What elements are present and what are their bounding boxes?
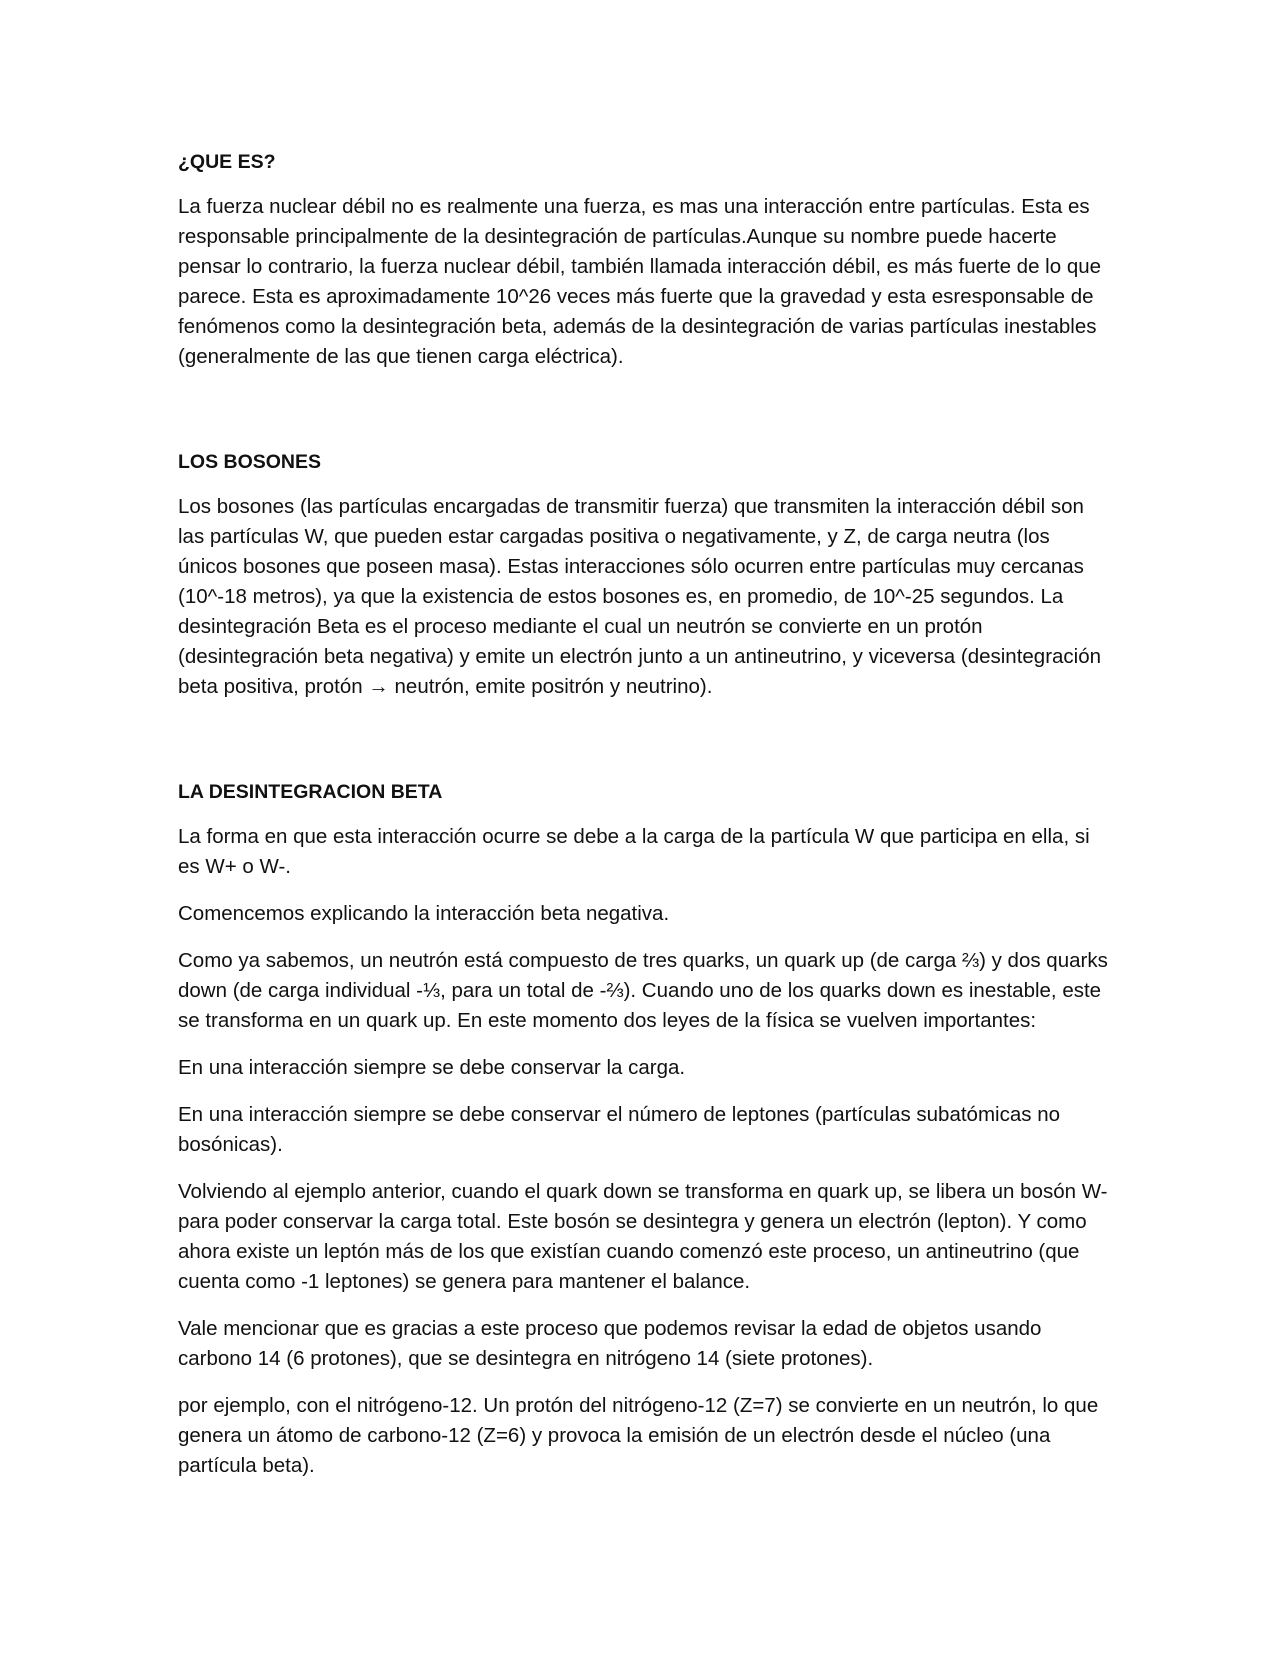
paragraph: La forma en que esta interacción ocurre se debe a la carga de la partícula W que participa en ella, si es W+ o W-. [178, 825, 1090, 878]
paragraph: Los bosones (las partículas encargadas de transmitir fuerza) que transmiten la interacción débil son las partículas W, que pueden estar cargadas positiva o negativamente, y Z, de carga neutra (los únicos bosones que poseen masa). Estas interacciones sólo ocurren entre partículas muy cercanas (10^-18 metros), ya que la existencia de estos bosones es, en promedio, de 10^-25 segundos. La desintegración Beta es el proceso mediante el cual un neutrón se convierte en un protón (desintegración beta negativa) y emite un electrón junto a un antineutrino, y viceversa (desintegración beta positiva, protón → neutrón, emite positrón y neutrino). [178, 495, 1102, 698]
paragraph: En una interacción siempre se debe conservar el número de leptones (partículas subatómicas no bosónicas). [178, 1103, 1060, 1156]
paragraph: por ejemplo, con el nitrógeno-12. Un protón del nitrógeno-12 (Z=7) se convierte en un neutrón, lo que genera un átomo de carbono-12 (Z=6) y provoca la emisión de un electrón desde el núcleo (una partícula beta). [178, 1394, 1099, 1477]
document-body [178, 147, 1108, 1498]
paragraph: Vale mencionar que es gracias a este proceso que podemos revisar la edad de objetos usando carbono 14 (6 protones), que se desintegra en nitrógeno 14 (siete protones). [178, 1317, 1042, 1370]
section-heading-bosones: LOS BOSONES [178, 451, 322, 473]
spacer [178, 389, 1108, 447]
paragraph: Comencemos explicando la interacción beta negativa. [178, 902, 670, 925]
paragraph: En una interacción siempre se debe conservar la carga. [178, 1056, 686, 1079]
section-heading-desintegracion-beta: LA DESINTEGRACION BETA [178, 781, 443, 803]
paragraph: La fuerza nuclear débil no es realmente una fuerza, es mas una interacción entre partículas. Esta es responsable principalmente de la desintegración de partículas.Aunque su nombre puede hacerte pensar lo contrario, la fuerza nuclear débil, también llamada interacción débil, es más fuerte de lo que parece. Esta es aproximadamente 10^26 veces más fuerte que la gravedad y esta esresponsable de fenómenos como la desintegración beta, además de la desintegración de varias partículas inestables (generalmente de las que tienen carga eléctrica). [178, 195, 1102, 368]
paragraph: Como ya sabemos, un neutrón está compuesto de tres quarks, un quark up (de carga ⅔) y dos quarks down (de carga individual -⅓, para un total de -⅔). Cuando uno de los quarks down es inestable, este se transforma en un quark up. En este momento dos leyes de la física se vuelven importantes: [178, 949, 1108, 1032]
paragraph: Volviendo al ejemplo anterior, cuando el quark down se transforma en quark up, se libera un bosón W- para poder conservar la carga total. Este bosón se desintegra y genera un electrón (lepton). Y como ahora existe un leptón más de los que existían cuando comenzó este proceso, un antineutrino (que cuenta como -1 leptones) se genera para mantener el balance. [178, 1180, 1108, 1293]
section-heading-que-es: ¿QUE ES? [178, 151, 276, 173]
spacer [178, 719, 1108, 777]
